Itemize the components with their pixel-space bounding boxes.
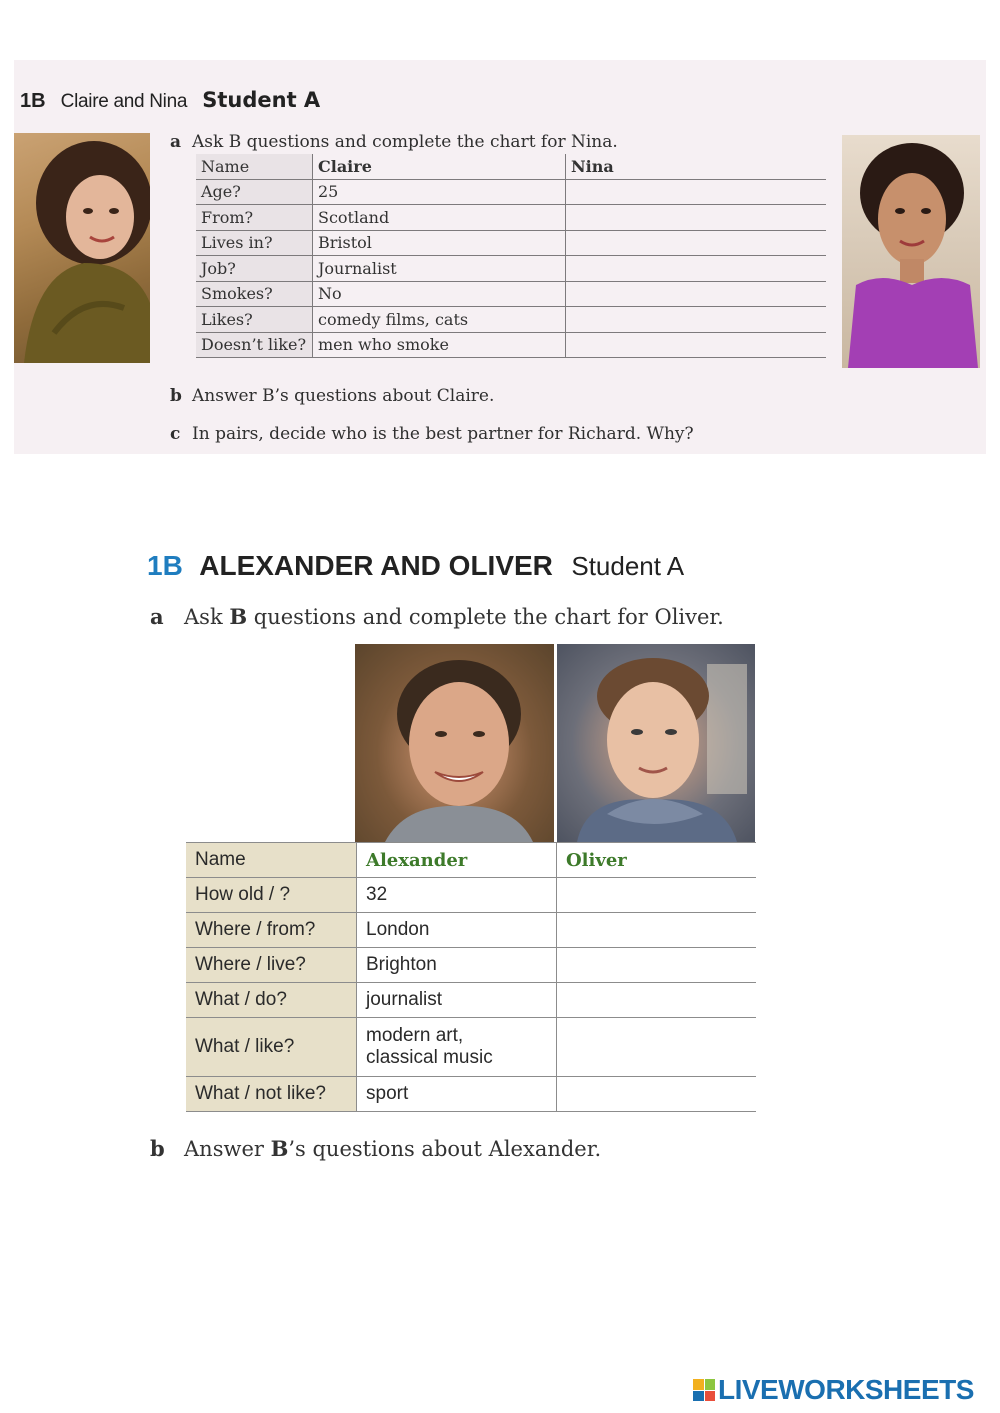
claire-value: No xyxy=(313,281,566,307)
header-claire: Claire xyxy=(313,154,566,179)
claire-value: Bristol xyxy=(313,230,566,256)
claire-value: Journalist xyxy=(313,256,566,282)
task-text: Ask xyxy=(184,605,230,629)
header-nina: Nina xyxy=(566,154,827,179)
logo-square xyxy=(693,1391,704,1402)
header-alexander: Alexander xyxy=(357,843,557,878)
table-row xyxy=(186,1077,756,1112)
alexander-value: 32 xyxy=(357,878,557,913)
table-row xyxy=(196,179,826,205)
nina-answer-cell[interactable] xyxy=(566,281,827,307)
logo-square xyxy=(705,1379,716,1390)
claire-portrait-illustration xyxy=(14,133,150,363)
alexander-portrait-illustration xyxy=(355,644,554,842)
claire-value: men who smoke xyxy=(313,332,566,358)
oliver-answer-cell[interactable] xyxy=(557,878,757,913)
claire-photo xyxy=(14,133,150,363)
header-name: Name xyxy=(196,154,313,179)
task-letter: c xyxy=(170,424,181,444)
oliver-answer-cell[interactable] xyxy=(557,983,757,1018)
row-label: Age? xyxy=(196,179,313,205)
row-label: Likes? xyxy=(196,307,313,333)
liveworksheets-watermark[interactable] xyxy=(693,1374,974,1406)
alexander-value-line1: modern art, xyxy=(366,1025,464,1046)
oliver-answer-cell[interactable] xyxy=(557,1018,757,1077)
table-header-row xyxy=(186,843,756,878)
section2-task-a xyxy=(150,604,724,629)
claire-value: Scotland xyxy=(313,205,566,231)
section2-title: ALEXANDER AND OLIVER xyxy=(199,550,553,581)
section2-task-b xyxy=(150,1136,601,1161)
table-row xyxy=(186,983,756,1018)
section-claire-nina xyxy=(14,60,986,454)
table-header-row xyxy=(196,154,826,179)
task-text: Answer xyxy=(184,1137,271,1161)
section1-title: Claire and Nina xyxy=(60,91,188,112)
nina-answer-cell[interactable] xyxy=(566,179,827,205)
liveworksheets-text: LIVEWORKSHEETS xyxy=(718,1374,974,1405)
task-letter: b xyxy=(170,386,182,406)
alexander-value xyxy=(357,1018,557,1077)
row-label: What / do? xyxy=(186,983,357,1018)
row-label: How old / ? xyxy=(186,878,357,913)
table-row xyxy=(196,307,826,333)
section1-task-b xyxy=(170,386,494,406)
table-row xyxy=(186,1018,756,1077)
task-text: Ask B questions and complete the chart for Nina. xyxy=(192,132,618,152)
header-name: Name xyxy=(186,843,357,878)
section1-task-a xyxy=(170,132,618,152)
row-label: From? xyxy=(196,205,313,231)
alexander-value: London xyxy=(357,913,557,948)
row-label: Smokes? xyxy=(196,281,313,307)
table-row xyxy=(196,205,826,231)
row-label: What / like? xyxy=(186,1018,357,1077)
table-row xyxy=(186,948,756,983)
oliver-photo xyxy=(557,644,755,842)
section2-student-label: Student A xyxy=(571,551,685,581)
section1-heading xyxy=(20,88,320,113)
header-oliver: Oliver xyxy=(557,843,757,878)
section1-code: 1B xyxy=(20,90,46,112)
logo-square xyxy=(693,1379,704,1390)
row-label: Where / live? xyxy=(186,948,357,983)
section2-heading xyxy=(147,550,684,582)
oliver-answer-cell[interactable] xyxy=(557,1077,757,1112)
task-letter: a xyxy=(170,132,182,152)
nina-photo xyxy=(842,135,980,368)
row-label: What / not like? xyxy=(186,1077,357,1112)
oliver-portrait-illustration xyxy=(557,644,755,842)
oliver-answer-cell[interactable] xyxy=(557,913,757,948)
task-letter: b xyxy=(150,1136,165,1161)
nina-answer-cell[interactable] xyxy=(566,332,827,358)
task-text-bold: B xyxy=(270,1136,289,1161)
alexander-value-line2: classical music xyxy=(366,1047,493,1068)
row-label: Lives in? xyxy=(196,230,313,256)
task-text: questions and complete the chart for Oliver. xyxy=(247,605,724,629)
nina-answer-cell[interactable] xyxy=(566,307,827,333)
table-row xyxy=(186,878,756,913)
logo-square xyxy=(705,1391,716,1402)
bleed-through xyxy=(654,92,658,107)
section2-code: 1B xyxy=(147,550,183,581)
table-row xyxy=(196,332,826,358)
task-text: Answer B’s questions about Claire. xyxy=(192,386,495,406)
task-text: ’s questions about Alexander. xyxy=(288,1137,602,1161)
liveworksheets-logo-icon xyxy=(693,1379,715,1401)
row-label: Job? xyxy=(196,256,313,282)
table-row xyxy=(196,281,826,307)
nina-portrait-illustration xyxy=(842,135,980,368)
table-row xyxy=(186,913,756,948)
oliver-answer-cell[interactable] xyxy=(557,948,757,983)
claire-nina-chart xyxy=(196,154,826,358)
claire-value: comedy films, cats xyxy=(313,307,566,333)
alexander-photo xyxy=(355,644,554,842)
alexander-value: journalist xyxy=(357,983,557,1018)
table-row xyxy=(196,256,826,282)
claire-value: 25 xyxy=(313,179,566,205)
task-text: In pairs, decide who is the best partner for Richard. Why? xyxy=(192,424,694,444)
nina-answer-cell[interactable] xyxy=(566,256,827,282)
task-text-bold: B xyxy=(229,604,248,629)
table-row xyxy=(196,230,826,256)
alexander-oliver-chart xyxy=(186,842,756,1112)
nina-answer-cell[interactable] xyxy=(566,230,827,256)
row-label: Doesn’t like? xyxy=(196,332,313,358)
nina-answer-cell[interactable] xyxy=(566,205,827,231)
task-letter: a xyxy=(150,604,164,629)
alexander-value: Brighton xyxy=(357,948,557,983)
alexander-value: sport xyxy=(357,1077,557,1112)
section1-task-c xyxy=(170,424,694,444)
row-label: Where / from? xyxy=(186,913,357,948)
section1-student-label: Student A xyxy=(202,88,321,112)
